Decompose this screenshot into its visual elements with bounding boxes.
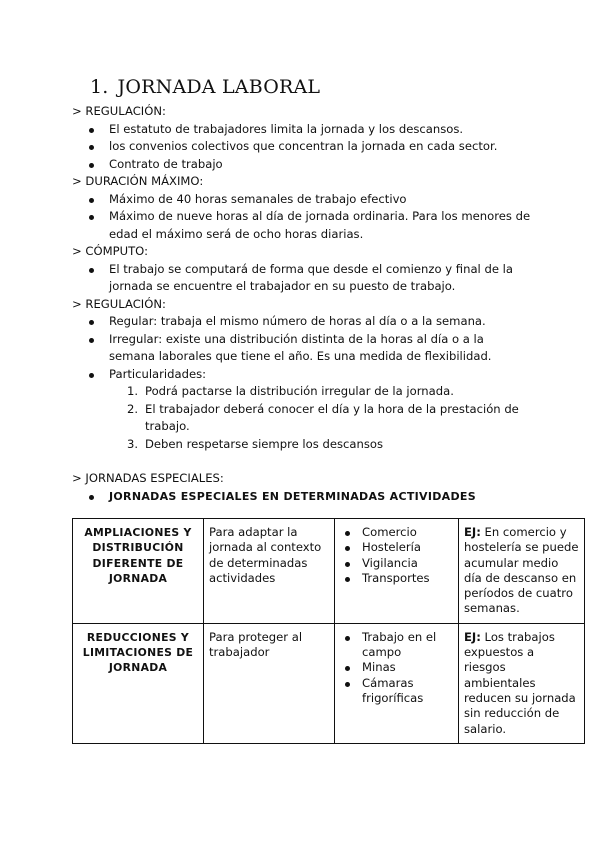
bullet-list (72, 488, 532, 506)
page-title (90, 76, 320, 98)
example-text: Los trabajos expuestos a riesgos ambientales reducen su jornada sin reducción de salario. (464, 629, 576, 736)
list-item (109, 366, 532, 454)
section-heading: > JORNADAS ESPECIALES: (72, 471, 224, 485)
list-item: Trabajo en el campo (362, 630, 453, 661)
list-item: Cámaras frigoríficas (362, 676, 453, 707)
list-item: Máximo de nueve horas al día de jornada ordinaria. Para los menores de edad el máximo será de ocho horas diarias. (109, 208, 532, 243)
title-number: 1. (90, 76, 109, 98)
example-label: EJ: (464, 525, 481, 539)
numbered-item (127, 383, 532, 401)
title-text: JORNADA LABORAL (117, 76, 321, 98)
bullet-list (72, 121, 532, 174)
bullet-list (340, 630, 453, 706)
section-heading: > DURACIÓN MÁXIMO: (72, 174, 204, 188)
purpose-cell: Para adaptar la jornada al contexto de determinadas actividades (204, 519, 335, 624)
list-item-label: Particularidades: (109, 366, 207, 381)
numbered-list (109, 383, 532, 453)
list-item: El trabajo se computará de forma que desde el comienzo y final de la jornada se encuentre el trabajador en su puesto de trabajo. (109, 261, 532, 296)
list-item: Minas (362, 660, 453, 675)
items-cell (335, 623, 459, 743)
bullet-list (72, 313, 532, 453)
items-cell (335, 519, 459, 624)
list-item: Máximo de 40 horas semanales de trabajo efectivo (109, 191, 532, 209)
bullet-list (72, 261, 532, 296)
example-label: EJ: (464, 629, 481, 644)
item-text: Deben respetarse siempre los descansos (145, 436, 383, 451)
list-item: Regular: trabaja el mismo número de horas al día o a la semana. (109, 313, 532, 331)
section-heading: > REGULACIÓN: (72, 296, 166, 311)
content-body (72, 103, 532, 505)
item-text: Podrá pactarse la distribución irregular de la jornada. (145, 384, 454, 398)
purpose-cell: Para proteger al trabajador (204, 623, 335, 743)
numbered-item (127, 436, 532, 454)
table-row (73, 519, 585, 624)
example-cell (459, 623, 585, 743)
list-item: los convenios colectivos que concentran la jornada en cada sector. (109, 138, 532, 156)
list-item: El estatuto de trabajadores limita la jornada y los descansos. (109, 121, 532, 139)
item-number: 2. (127, 401, 139, 416)
list-item: Hostelería (362, 540, 453, 555)
example-cell (459, 519, 585, 624)
list-item: JORNADAS ESPECIALES EN DETERMINADAS ACTIVIDADES (109, 488, 532, 506)
section-heading: > REGULACIÓN: (72, 104, 166, 118)
list-item: Vigilancia (362, 556, 453, 571)
list-item: Transportes (362, 571, 453, 586)
bullet-list (72, 191, 532, 244)
section-heading: > CÓMPUTO: (72, 244, 149, 258)
item-number: 1. (127, 384, 139, 398)
numbered-item (127, 401, 532, 436)
row-header: REDUCCIONES Y LIMITACIONES DE JORNADA (73, 623, 204, 743)
item-number: 3. (127, 436, 139, 451)
table-row (73, 623, 585, 743)
list-item: Irregular: existe una distribución distinta de la horas al día o a la semana laborales que tiene el año. Es una medida de flexibilidad. (109, 331, 532, 366)
list-item: Comercio (362, 525, 453, 540)
special-hours-table (72, 518, 585, 744)
list-item: Contrato de trabajo (109, 156, 532, 174)
bullet-list (340, 525, 453, 586)
item-text: El trabajador deberá conocer el día y la hora de la prestación de trabajo. (145, 401, 519, 433)
spacer (72, 453, 532, 470)
row-header: AMPLIACIONES Y DISTRIBUCIÓN DIFERENTE DE JORNADA (73, 519, 204, 624)
example-text: En comercio y hostelería se puede acumular medio día de descanso en períodos de cuatro semanas. (464, 525, 579, 616)
